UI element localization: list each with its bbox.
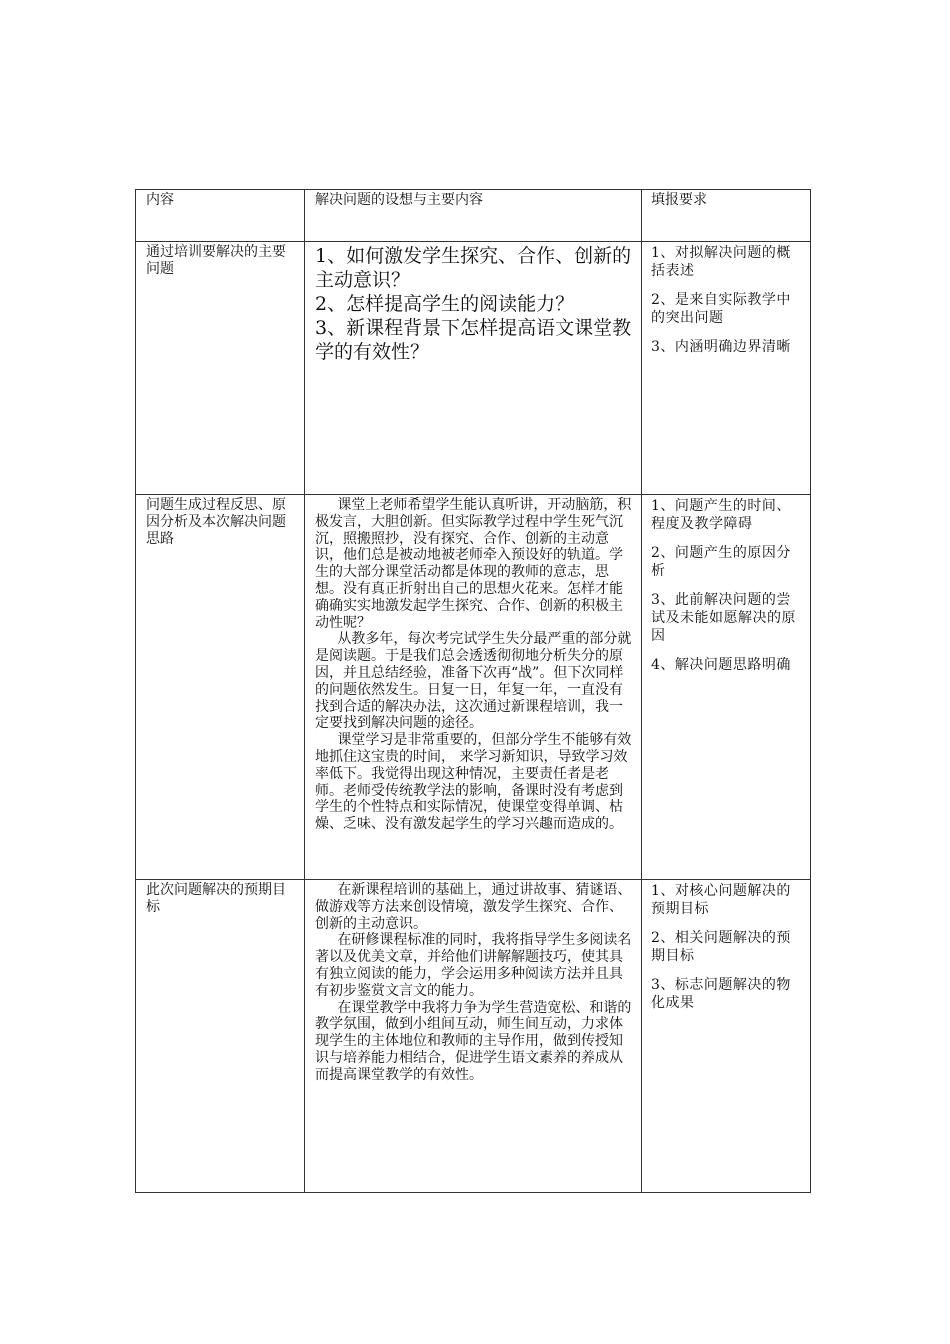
row-label-main-problems: 通过培训要解决的主要问题: [135, 241, 304, 494]
requirement-item: 3、标志问题解决的物化成果: [651, 977, 791, 1011]
requirement-item: 1、问题产生的时间、程度及教学障碍: [651, 498, 791, 532]
row-label-reflection: 问题生成过程反思、原因分析及本次解决问题思路: [135, 494, 304, 879]
requirement-item: 1、对拟解决问题的概括表述: [651, 245, 791, 279]
problem-item: 1、如何激发学生探究、合作、创新的主动意识？: [315, 245, 632, 291]
requirement-item: 3、此前解决问题的尝试及未能如愿解决的原因: [651, 592, 796, 644]
plan-table: [135, 189, 811, 1193]
expected-goals-content: [304, 879, 641, 1193]
row-label-expected-goals: 此次问题解决的预期目标: [135, 879, 304, 1193]
main-problems-requirements: [641, 241, 811, 494]
requirement-item: 2、是来自实际教学中的突出问题: [651, 292, 791, 326]
reflection-requirements: [641, 494, 811, 879]
main-problems-content: [304, 241, 641, 494]
paragraph: 课堂上老师希望学生能认真听讲，开动脑筋，积极发言，大胆创新。但实际教学过程中学生死气沉沉，照搬照抄，没有探究、合作、创新的主动意识，他们总是被动地被老师牵入预设好的轨道。学生的大部分课堂活动都是体现的教师的意志，思想。没有真正折射出自己的思想火花来。怎样才能确确实实地激发起学生探究、合作、创新的积极主动性呢？: [315, 497, 632, 631]
requirement-item: 2、问题产生的原因分析: [651, 545, 791, 579]
requirement-item: 3、内涵明确边界清晰: [651, 339, 791, 355]
requirement-item: 4、解决问题思路明确: [651, 657, 791, 673]
paragraph: 在课堂教学中我将力争为学生营造宽松、和谐的教学氛围，做到小组间互动，师生间互动，力求体现学生的主体地位和教师的主导作用，做到传授知识与培养能力相结合，促进学生语文素养的养成从而提高课堂教学的有效性。: [315, 999, 632, 1083]
expected-goals-requirements: [641, 879, 811, 1193]
requirement-item: 1、对核心问题解决的预期目标: [651, 883, 791, 917]
paragraph: 在研修课程标准的同时，我将指导学生多阅读名著以及优美文章，并给他们讲解解题技巧，使其具有独立阅读的能力，学会运用多种阅读方法并且具有初步鉴赏文言文的能力。: [315, 932, 632, 999]
requirement-item: 2、相关问题解决的预期目标: [651, 930, 791, 964]
reflection-content: [304, 494, 641, 879]
paragraph: 课堂学习是非常重要的，但部分学生不能够有效地抓住这宝贵的时间， 来学习新知识，导致学习效率低下。我觉得出现这种情况，主要责任者是老师。老师受传统教学法的影响，备课时没有考虑到学生的个性特点和实际情况，使课堂变得单调、枯燥、乏味、没有激发起学生的学习兴趣而造成的。: [315, 732, 632, 833]
paragraph: 在新课程培训的基础上，通过讲故事、猜谜语、做游戏等方法来创设情境，激发学生探究、合作、创新的主动意识。: [315, 882, 632, 932]
header-content: 内容: [135, 189, 304, 241]
header-solution-ideas: 解决问题的设想与主要内容: [304, 189, 641, 241]
problem-item: 3、新课程背景下怎样提高语文课堂教学的有效性？: [315, 317, 632, 363]
header-requirements: 填报要求: [641, 189, 811, 241]
paragraph: 从教多年，每次考完试学生失分最严重的部分就是阅读题。于是我们总会透透彻彻地分析失分的原因，并且总结经验，准备下次再“战”。但下次同样的问题依然发生。日复一日，年复一年，一直没有找到合适的解决办法，这次通过新课程培训，我一定要找到解决问题的途径。: [315, 631, 632, 732]
problem-item: 2、怎样提高学生的阅读能力？: [315, 293, 575, 315]
